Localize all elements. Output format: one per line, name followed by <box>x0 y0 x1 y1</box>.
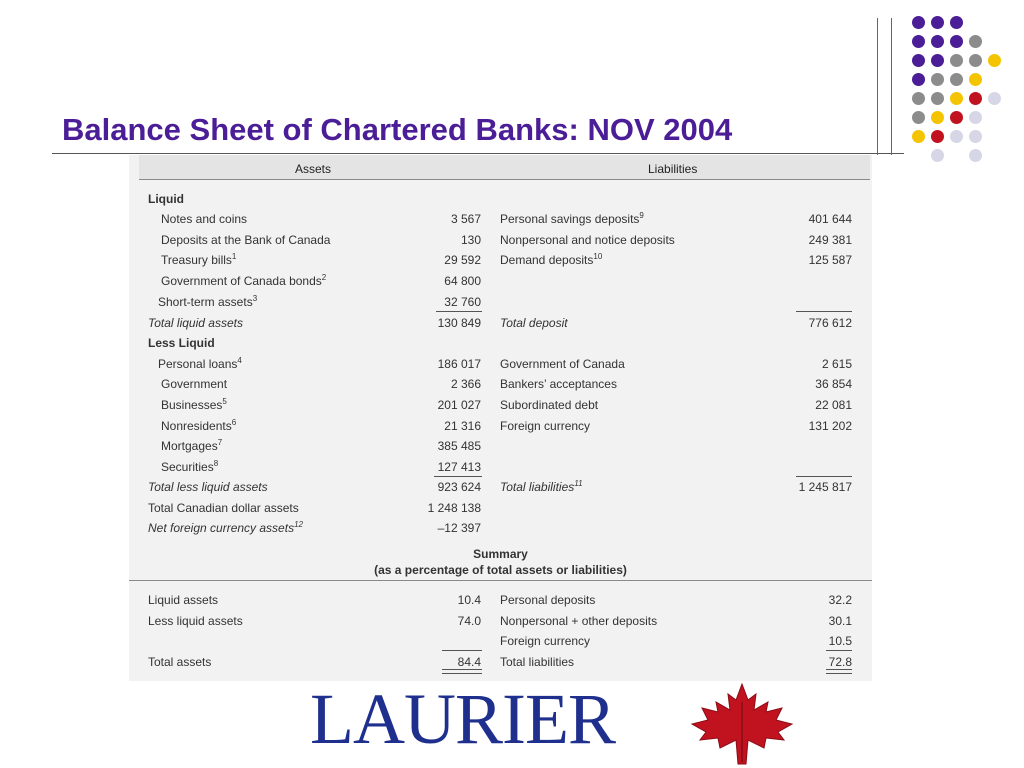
row-businesses-label: Businesses$^5$ <box>161 397 227 412</box>
dot <box>931 130 944 143</box>
sum-liquid-assets-label: Liquid assets <box>148 593 219 607</box>
row-net-foreign-label: Net foreign currency assets$^{12}$ <box>148 520 303 535</box>
row-total-cad-label: Total Canadian dollar assets <box>148 501 299 515</box>
row-gov-canada-label: Government of Canada <box>500 357 625 371</box>
dot <box>912 73 925 86</box>
dot <box>931 16 944 29</box>
row-nonresidents-label: Nonresidents$^6$ <box>161 418 237 433</box>
maple-leaf-icon <box>686 682 798 766</box>
sum-total-liabilities-value: 72.8 <box>828 655 852 669</box>
row-personal-loans-value: 186 017 <box>437 357 481 371</box>
dot <box>950 54 963 67</box>
row-short-term-value: 32 760 <box>444 295 481 309</box>
row-government-label: Government <box>161 377 228 391</box>
row-total-liabilities-label: Total liabilities$^{11}$ <box>500 479 583 494</box>
dot <box>969 35 982 48</box>
row-foreign-currency-value: 131 202 <box>808 419 852 433</box>
section-less-liquid: Less Liquid <box>148 336 215 350</box>
underline-securities <box>434 476 482 477</box>
laurier-logo-text: LAURIER <box>310 679 615 759</box>
row-gov-bonds-value: 64 800 <box>444 274 481 288</box>
dot <box>931 73 944 86</box>
sum-liquid-assets-value: 10.4 <box>457 593 481 607</box>
dot <box>912 92 925 105</box>
sum-less-liquid-label: Less liquid assets <box>148 614 243 628</box>
sum-total-assets-label: Total assets <box>148 655 212 669</box>
row-total-cad-value: 1 248 138 <box>427 501 481 515</box>
underline-sum-liabilities <box>826 650 852 651</box>
title-divider <box>52 153 904 154</box>
dot <box>931 149 944 162</box>
dot <box>931 54 944 67</box>
row-net-foreign-value: –12 397 <box>437 521 481 535</box>
row-foreign-currency-label: Foreign currency <box>500 419 591 433</box>
double-underline-total-liabilities <box>826 669 852 674</box>
row-treasury-bills-label: Treasury bills$^1$ <box>161 252 237 267</box>
row-personal-savings-value: 401 644 <box>808 212 852 226</box>
vertical-divider-left <box>877 18 878 155</box>
row-short-term-label: Short-term assets$^3$ <box>158 294 258 309</box>
row-total-deposit-label: Total deposit <box>500 316 568 330</box>
row-subordinated-debt-label: Subordinated debt <box>500 398 599 412</box>
sum-foreign-currency-value: 10.5 <box>828 634 852 648</box>
section-liquid: Liquid <box>148 192 184 206</box>
row-demand-deposits-value: 125 587 <box>808 253 852 267</box>
underline-total-liabilities <box>796 476 852 477</box>
dot <box>969 111 982 124</box>
dot <box>931 111 944 124</box>
sum-total-liabilities-label: Total liabilities <box>500 655 575 669</box>
dot <box>912 35 925 48</box>
sum-personal-deposits-value: 32.2 <box>828 593 852 607</box>
dot <box>969 54 982 67</box>
dot <box>950 35 963 48</box>
row-notes-coins-label: Notes and coins <box>161 212 248 226</box>
dot <box>912 130 925 143</box>
sum-foreign-currency-label: Foreign currency <box>500 634 591 648</box>
sum-nonpersonal-value: 30.1 <box>828 614 852 628</box>
row-gov-bonds-label: Government of Canada bonds$^2$ <box>161 273 327 288</box>
dot <box>950 92 963 105</box>
dot <box>969 130 982 143</box>
sum-less-liquid-value: 74.0 <box>457 614 481 628</box>
dot <box>988 54 1001 67</box>
dot <box>931 35 944 48</box>
assets-header: Assets <box>295 162 332 176</box>
dot <box>950 73 963 86</box>
underline-total-deposit <box>796 311 852 312</box>
row-nonresidents-value: 21 316 <box>444 419 481 433</box>
row-notes-coins-value: 3 567 <box>450 212 481 226</box>
dot <box>950 16 963 29</box>
row-deposits-boc-value: 130 <box>460 233 481 247</box>
underline-short-term <box>436 311 482 312</box>
dot <box>950 130 963 143</box>
decorative-dot-grid <box>905 12 1015 172</box>
row-bankers-acceptances-label: Bankers’ acceptances <box>500 377 617 391</box>
row-total-liquid-value: 130 849 <box>437 316 481 330</box>
row-securities-label: Securities$^8$ <box>161 459 219 474</box>
row-mortgages-label: Mortgages$^7$ <box>161 438 223 453</box>
dot <box>969 73 982 86</box>
sum-total-assets-value: 84.4 <box>457 655 481 669</box>
dot <box>912 111 925 124</box>
row-gov-canada-value: 2 615 <box>821 357 852 371</box>
balance-sheet-table <box>129 155 872 681</box>
row-total-liquid-label: Total liquid assets <box>148 316 243 330</box>
slide-title: Balance Sheet of Chartered Banks: NOV 2004 <box>62 112 733 147</box>
row-total-less-liquid-label: Total less liquid assets <box>148 480 268 494</box>
dot <box>912 54 925 67</box>
dot <box>950 111 963 124</box>
row-nonpersonal-notice-value: 249 381 <box>808 233 852 247</box>
row-subordinated-debt-value: 22 081 <box>815 398 852 412</box>
liabilities-header: Liabilities <box>648 162 698 176</box>
row-mortgages-value: 385 485 <box>437 439 481 453</box>
table-header-bar <box>139 155 870 180</box>
dot <box>969 149 982 162</box>
dot <box>931 92 944 105</box>
underline-sum-assets <box>442 650 482 651</box>
row-personal-loans-label: Personal loans$^4$ <box>158 356 242 371</box>
row-deposits-boc-label: Deposits at the Bank of Canada <box>161 233 331 247</box>
dot <box>988 92 1001 105</box>
row-demand-deposits-label: Demand deposits$^{10}$ <box>500 252 603 267</box>
summary-subtitle: (as a percentage of total assets or liabilities) <box>374 563 627 577</box>
summary-divider <box>129 580 872 581</box>
vertical-divider-right <box>891 18 892 155</box>
row-businesses-value: 201 027 <box>437 398 481 412</box>
row-securities-value: 127 413 <box>437 460 481 474</box>
row-government-value: 2 366 <box>450 377 481 391</box>
dot <box>969 92 982 105</box>
sum-personal-deposits-label: Personal deposits <box>500 593 596 607</box>
row-nonpersonal-notice-label: Nonpersonal and notice deposits <box>500 233 675 247</box>
row-personal-savings-label: Personal savings deposits$^9$ <box>500 211 644 226</box>
dot <box>912 16 925 29</box>
row-total-deposit-value: 776 612 <box>808 316 852 330</box>
row-total-liabilities-value: 1 245 817 <box>798 480 852 494</box>
summary-title: Summary <box>473 547 528 561</box>
row-treasury-bills-value: 29 592 <box>444 253 481 267</box>
sum-nonpersonal-label: Nonpersonal + other deposits <box>500 614 658 628</box>
row-bankers-acceptances-value: 36 854 <box>815 377 852 391</box>
row-total-less-liquid-value: 923 624 <box>437 480 481 494</box>
